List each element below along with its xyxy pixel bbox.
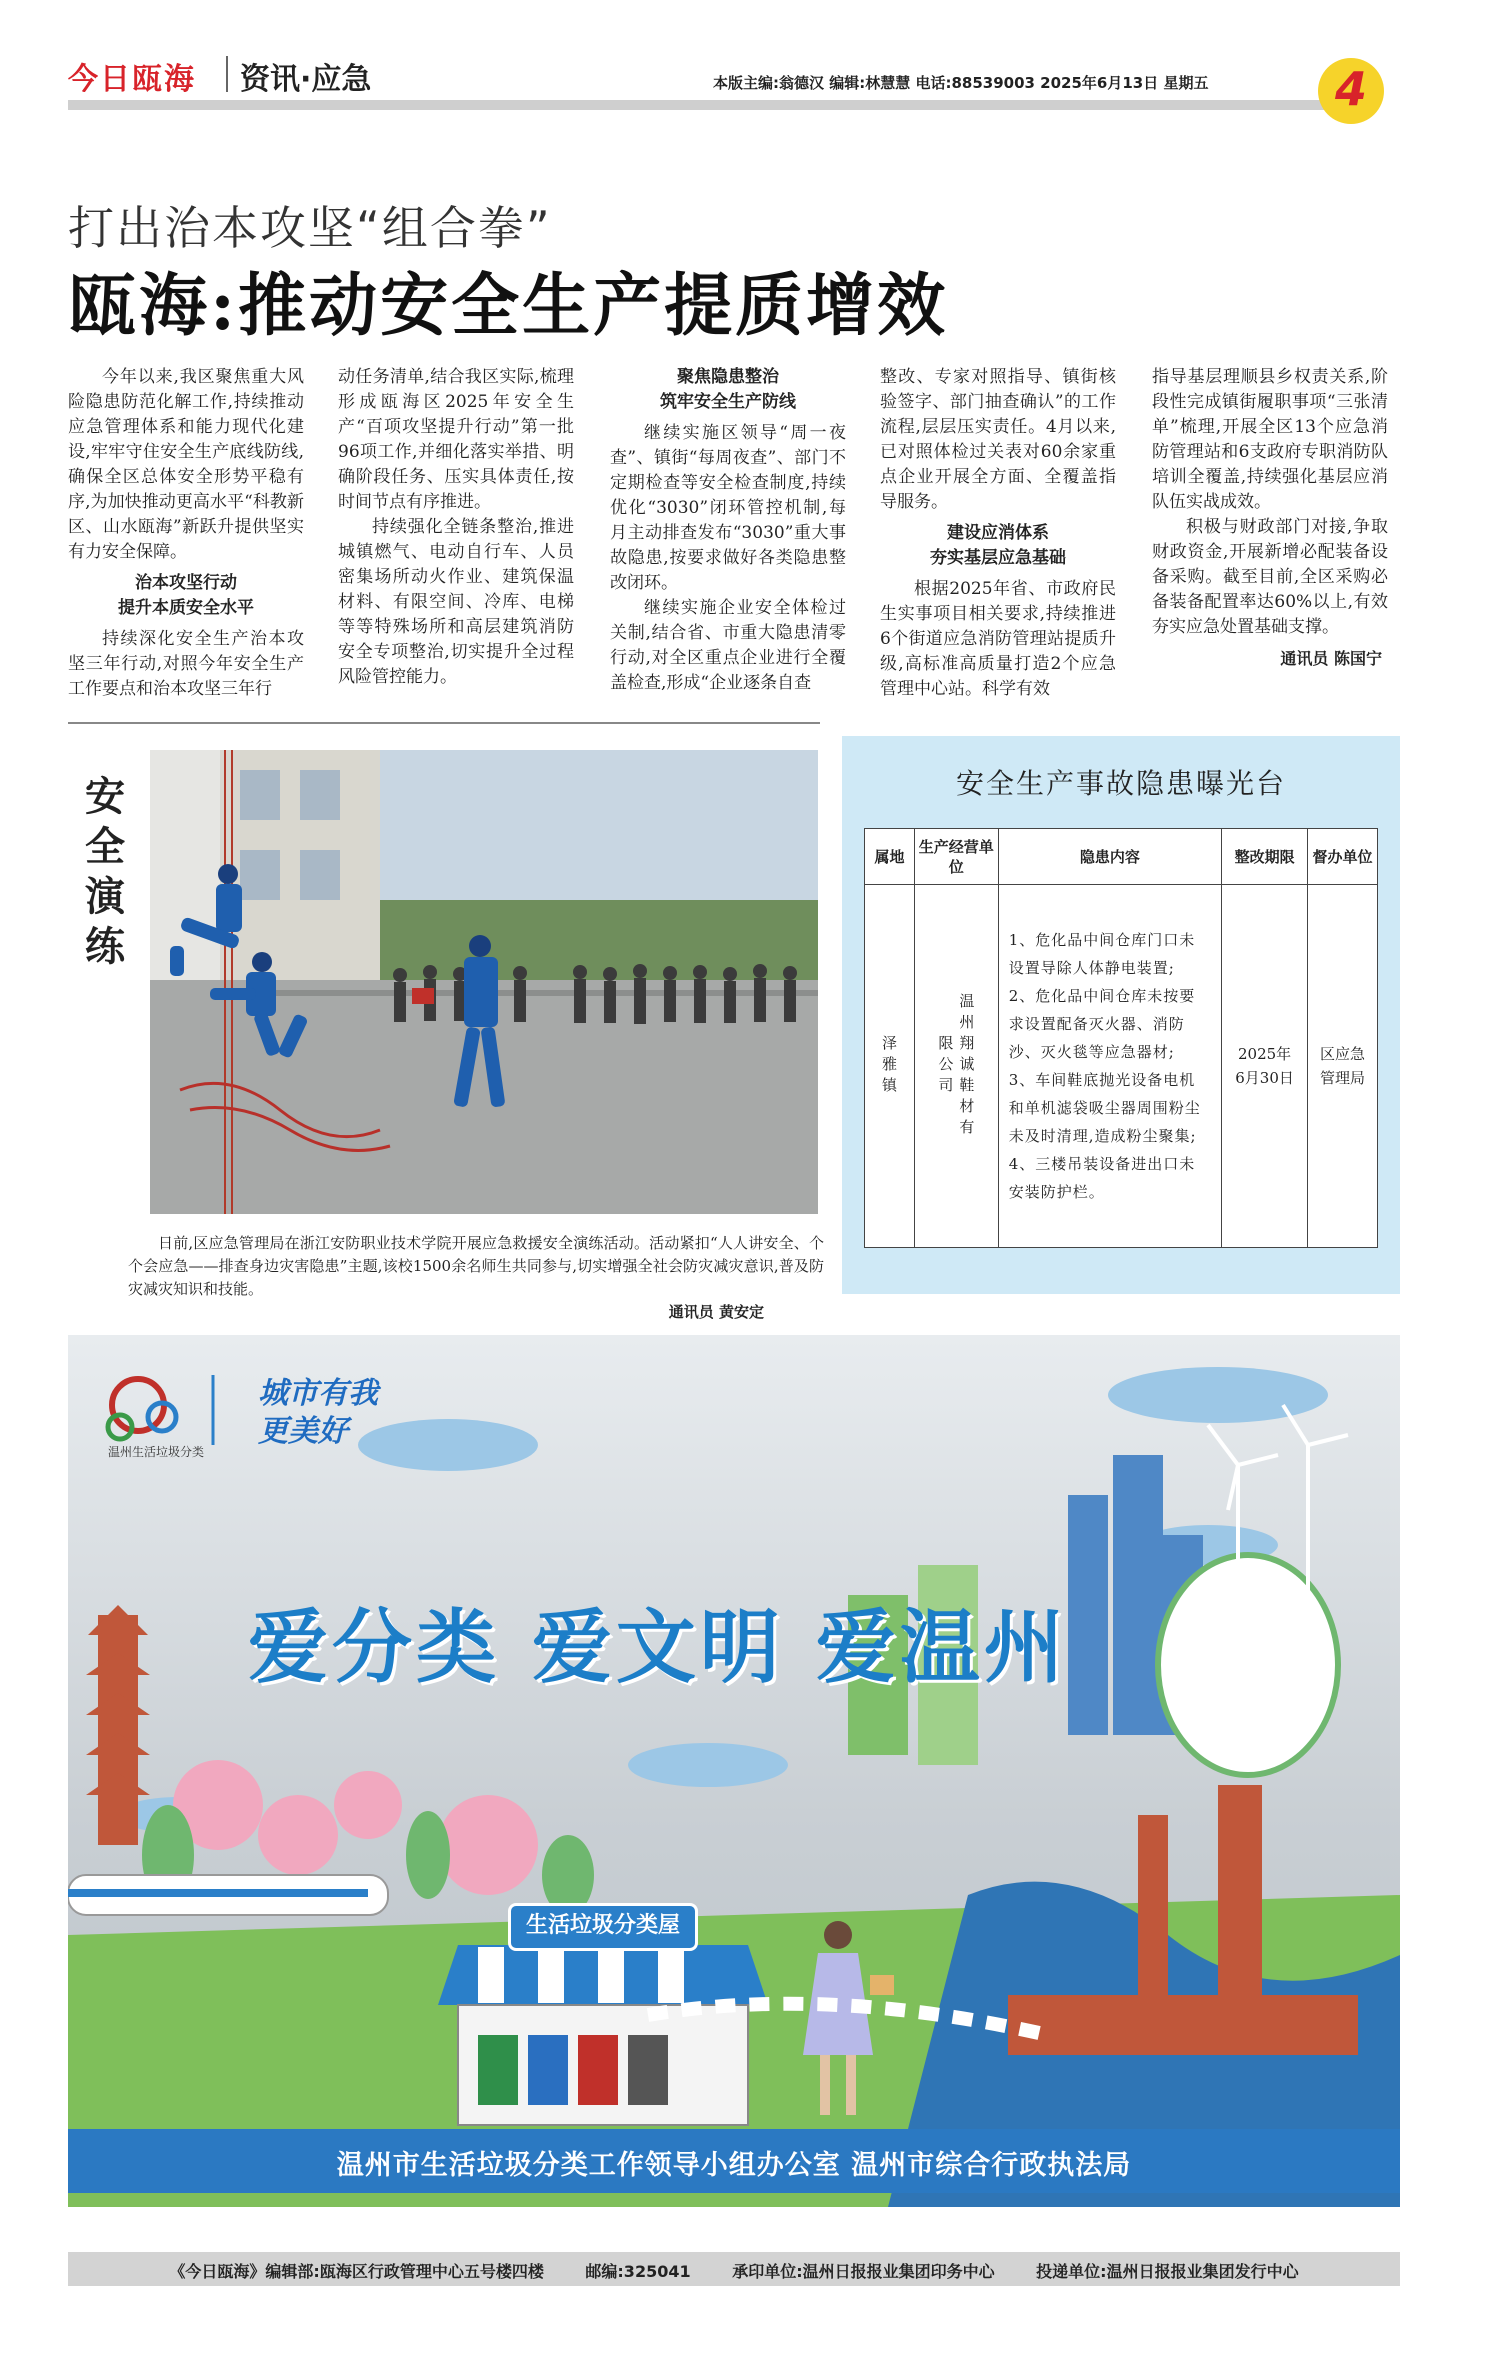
cell-supervisor (1308, 885, 1378, 1248)
article-column-1 (68, 365, 304, 702)
deadline-text: 2025年6月30日 (1235, 1045, 1294, 1087)
cell-deadline (1222, 885, 1308, 1248)
footer-postcode: 邮编:325041 (585, 2262, 691, 2281)
subheading-line: 聚焦隐患整治 (677, 367, 779, 387)
table-row (865, 885, 1378, 1248)
poster-sponsor: 温州市生活垃圾分类工作领导小组办公室 温州市综合行政执法局 (336, 2150, 1132, 2181)
subheading (610, 365, 846, 415)
subheading-line: 筑牢安全生产防线 (660, 392, 796, 412)
hazard-item: 4、三楼吊装设备进出口未安装防护栏。 (1008, 1155, 1196, 1201)
caption-text: 日前,区应急管理局在浙江安防职业技术学院开展应急救援安全演练活动。活动紧扣“人人讲安全、个个会应急——排查身边灾害隐患”主题,该校1500余名师生共同参与,切实增强全社会防灾减灾意识,普及防灾减灾知识和技能。 (128, 1234, 824, 1298)
section-separator (68, 722, 820, 724)
location-text: 泽雅镇 (879, 1034, 898, 1098)
article-column-2 (338, 365, 574, 690)
cell-content (998, 885, 1221, 1248)
paragraph: 根据2025年省、市政府民生实事项目相关要求,持续推进6个街道应急消防管理站提质升级,高标准高质量打造2个应急管理中心站。科学有效 (880, 579, 1116, 699)
header-divider (226, 56, 228, 92)
subheading (880, 521, 1116, 571)
header-supervisor: 督办单位 (1308, 829, 1378, 885)
article-headline: 瓯海:推动安全生产提质增效 (68, 266, 949, 346)
header-rule (68, 100, 1328, 110)
drill-title: 安全演练 (85, 774, 125, 970)
article-column-3 (610, 365, 846, 696)
hazard-title: 安全生产事故隐患曝光台 (955, 767, 1286, 800)
cell-company (914, 885, 998, 1248)
hazard-item: 1、危化品中间仓库门口未设置导除人体静电装置; (1008, 931, 1196, 977)
masthead (68, 52, 1400, 104)
drill-credit: 通讯员 黄安定 (668, 1303, 764, 1321)
hazard-item: 2、危化品中间仓库未按要求设置配备灭火器、消防沙、灭火毯等应急器材; (1008, 987, 1196, 1061)
table-header-row (865, 829, 1378, 885)
paragraph: 动任务清单,结合我区实际,梳理形成瓯海区2025年安全生产“百项攻坚提升行动”第一批96项工作,并细化落实举措、明确阶段任务、压实具体责任,按时间节点有序推进。 (338, 367, 574, 512)
drill-caption (128, 1232, 824, 1324)
cell-location (865, 885, 915, 1248)
page-badge (1318, 58, 1384, 124)
hazard-item: 3、车间鞋底抛光设备电机和单机滤袋吸尘器周围粉尘未及时清理,造成粉尘聚集; (1008, 1071, 1201, 1145)
drill-photo (150, 750, 818, 1214)
supervisor-text: 区应急管理局 (1320, 1045, 1366, 1087)
hazard-table (864, 828, 1378, 1248)
article-kicker: 打出治本攻坚“组合拳” (68, 201, 552, 255)
header-deadline: 整改期限 (1222, 829, 1308, 885)
paragraph: 继续实施区领导“周一夜查”、镇街“每周夜查”、部门不定期检查等安全检查制度,持续优化“3030”闭环管控机制,每月主动排查发布“3030”重大事故隐患,按要求做好各类隐患整改闭环。 (610, 423, 846, 593)
header-content: 隐患内容 (998, 829, 1221, 885)
paragraph: 今年以来,我区聚焦重大风险隐患防范化解工作,持续推动应急管理体系和能力现代化建设,牢牢守住安全生产底线防线,确保全区总体安全形势平稳有序,为加快推动更高水平“科教新区、山水瓯海”新跃升提供坚实有力安全保障。 (68, 367, 304, 562)
company-text: 温州翔诚鞋材有限公司 (936, 992, 976, 1140)
paragraph: 积极与财政部门对接,争取财政资金,开展新增必配装备设备采购。截至目前,全区采购必备装备配置率达60%以上,有效夯实应急处置基础支撑。 (1152, 517, 1388, 637)
poster-sponsor-bar (68, 2129, 1400, 2193)
paper-name: 今日瓯海 (68, 62, 196, 97)
drill-photo-illustration (150, 750, 818, 1214)
paragraph: 整改、专家对照指导、镇街核验签字、部门抽查确认”的工作流程,层层压实责任。4月以来,已对照体检过关表对60余家重点企业开展全方面、全覆盖指导服务。 (880, 367, 1116, 512)
article-column-4 (880, 365, 1116, 702)
poster-tagline: 城市有我更美好 (258, 1376, 378, 1449)
shop-sign: 生活垃圾分类屋 (508, 1903, 698, 1951)
subheading (68, 571, 304, 621)
paragraph: 指导基层理顺县乡权责关系,阶段性完成镇街履职事项“三张清单”梳理,开展全区13个应急消防管理站和6支政府专职消防队培训全覆盖,持续强化基层应消队伍实战成效。 (1152, 367, 1388, 512)
footer-delivery: 投递单位:温州日报报业集团发行中心 (1036, 2262, 1299, 2281)
recycle-logo-icon (108, 1379, 176, 1439)
footer-editorial: 《今日瓯海》编辑部:瓯海区行政管理中心五号楼四楼 (169, 2262, 544, 2281)
garbage-sorting-poster (68, 1335, 1400, 2207)
article-column-5 (1152, 365, 1388, 671)
header-company: 生产经营单位 (914, 829, 998, 885)
article-byline: 通讯员 陈国宁 (1280, 649, 1382, 668)
subheading-line: 夯实基层应急基础 (930, 548, 1066, 568)
editor-line: 本版主编:翁德汉 编辑:林慧慧 电话:88539003 2025年6月13日 星期五 (713, 74, 1209, 92)
header-location: 属地 (865, 829, 915, 885)
poster-logo-text: 温州生活垃圾分类 (108, 1445, 205, 1459)
poster-illustration (68, 1335, 1400, 2207)
paragraph: 继续实施企业安全体检过关制,结合省、市重大隐患清零行动,对全区重点企业进行全覆盖检查,形成“企业逐条自查 (610, 598, 846, 693)
footer-text (68, 2259, 1400, 2282)
paragraph: 持续深化安全生产治本攻坚三年行动,对照今年安全生产工作要点和治本攻坚三年行 (68, 629, 304, 699)
section-name: 资讯·应急 (240, 62, 372, 97)
paragraph: 持续强化全链条整治,推进城镇燃气、电动自行车、人员密集场所动火作业、建筑保温材料、有限空间、冷库、电梯等等特殊场所和高层建筑消防安全专项整治,切实提升全过程风险管控能力。 (338, 517, 574, 687)
hazard-exposure-panel (842, 736, 1400, 1294)
subheading-line: 建设应消体系 (947, 523, 1049, 543)
footer-printer: 承印单位:温州日报报业集团印务中心 (732, 2262, 995, 2281)
subheading-line: 提升本质安全水平 (118, 598, 254, 618)
page-number: 4 (1334, 62, 1367, 116)
poster-slogan: 爱分类 爱文明 爱温州 (248, 1601, 1068, 1694)
footer (68, 2252, 1400, 2286)
subheading-line: 治本攻坚行动 (135, 573, 237, 593)
